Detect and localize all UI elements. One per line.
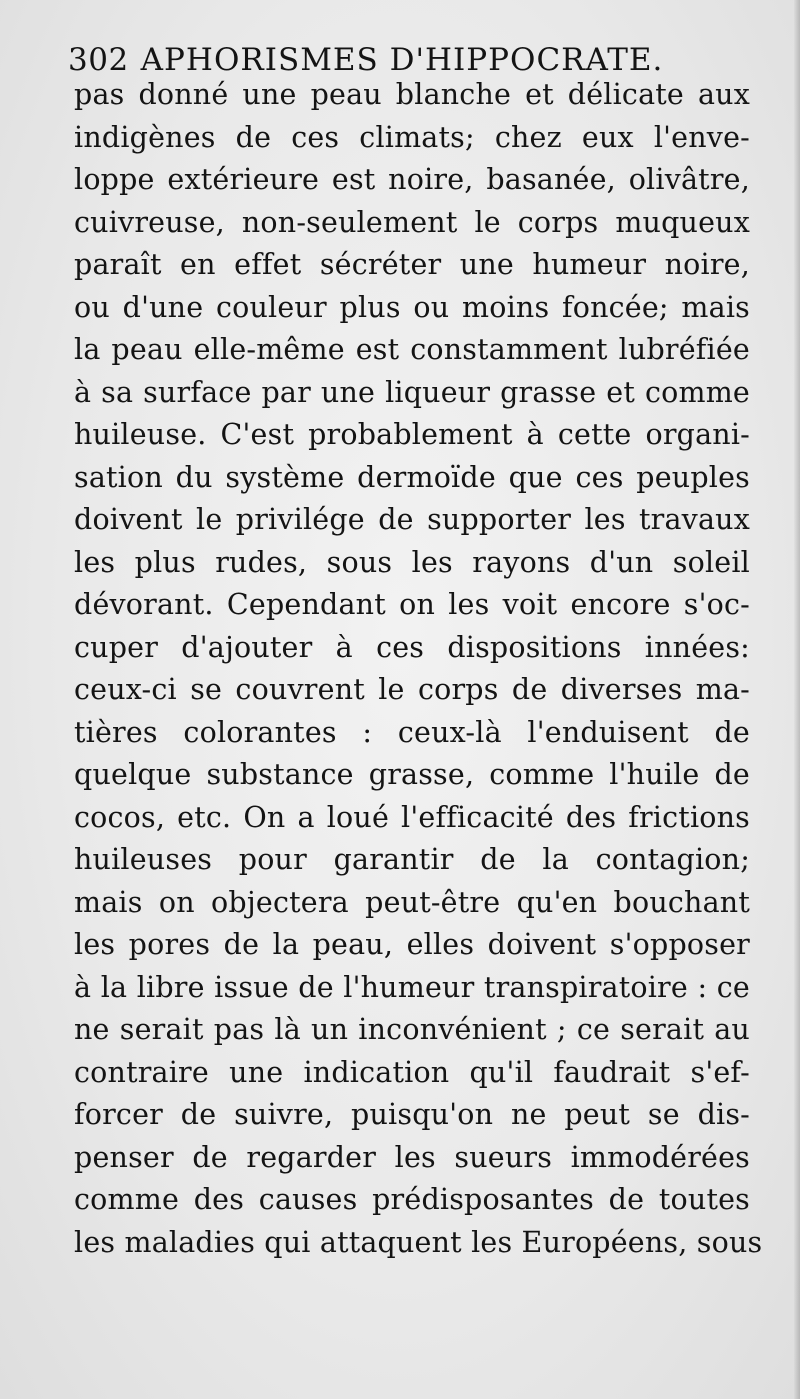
text-line: cuper d'ajouter à ces dispositions innées: bbox=[74, 630, 750, 664]
text-line: cuivreuse, non-seulement le corps muqueux bbox=[74, 205, 750, 239]
text-line: la peau elle-même est constamment lubréfiée bbox=[74, 333, 750, 366]
text-line: ceux-ci se couvrent le corps de diverses ma- bbox=[74, 673, 750, 706]
text-line: tières colorantes : ceux-là l'enduisent de bbox=[74, 715, 750, 749]
text-line: paraît en effet sécréter une humeur noire, bbox=[74, 248, 750, 281]
page-edge-shadow bbox=[794, 0, 800, 1399]
text-line: comme des causes prédisposantes de toutes bbox=[74, 1183, 750, 1216]
text-line: forcer de suivre, puisqu'on ne peut se dis- bbox=[74, 1098, 750, 1131]
text-line: dévorant. Cependant on les voit encore s'oc- bbox=[74, 588, 750, 621]
text-line: loppe extérieure est noire, basanée, olivâtre, bbox=[74, 163, 750, 196]
text-line: ne serait pas là un inconvénient ; ce serait au bbox=[74, 1013, 750, 1046]
running-head: APHORISMES D'HIPPOCRATE. bbox=[140, 42, 664, 78]
text-line: à la libre issue de l'humeur transpiratoire : ce bbox=[74, 970, 750, 1004]
text-line: à sa surface par une liqueur grasse et comme bbox=[74, 375, 750, 409]
text-line: les plus rudes, sous les rayons d'un soleil bbox=[74, 545, 750, 579]
body-text bbox=[74, 74, 763, 1264]
text-line: mais on objectera peut-être qu'en bouchant bbox=[74, 885, 750, 919]
text-line: les pores de la peau, elles doivent s'opposer bbox=[74, 928, 750, 961]
text-line: indigènes de ces climats; chez eux l'enve- bbox=[74, 120, 750, 154]
text-line: huileuses pour garantir de la contagion; bbox=[74, 843, 750, 876]
text-line: pas donné une peau blanche et délicate aux bbox=[74, 78, 750, 111]
text-line: penser de regarder les sueurs immodérées bbox=[74, 1140, 750, 1174]
text-line: cocos, etc. On a loué l'efficacité des frictions bbox=[74, 800, 750, 834]
text-line: les maladies qui attaquent les Européens, sous bbox=[74, 1225, 763, 1259]
text-line: huileuse. C'est probablement à cette organi- bbox=[74, 418, 750, 451]
text-line: quelque substance grasse, comme l'huile de bbox=[74, 758, 750, 791]
text-line: sation du système dermoïde que ces peuples bbox=[74, 460, 750, 494]
page-number: 302 bbox=[68, 42, 129, 78]
text-line: doivent le privilége de supporter les travaux bbox=[74, 503, 750, 536]
text-line: ou d'une couleur plus ou moins foncée; mais bbox=[74, 290, 750, 324]
text-line: contraire une indication qu'il faudrait s'ef- bbox=[74, 1055, 750, 1089]
